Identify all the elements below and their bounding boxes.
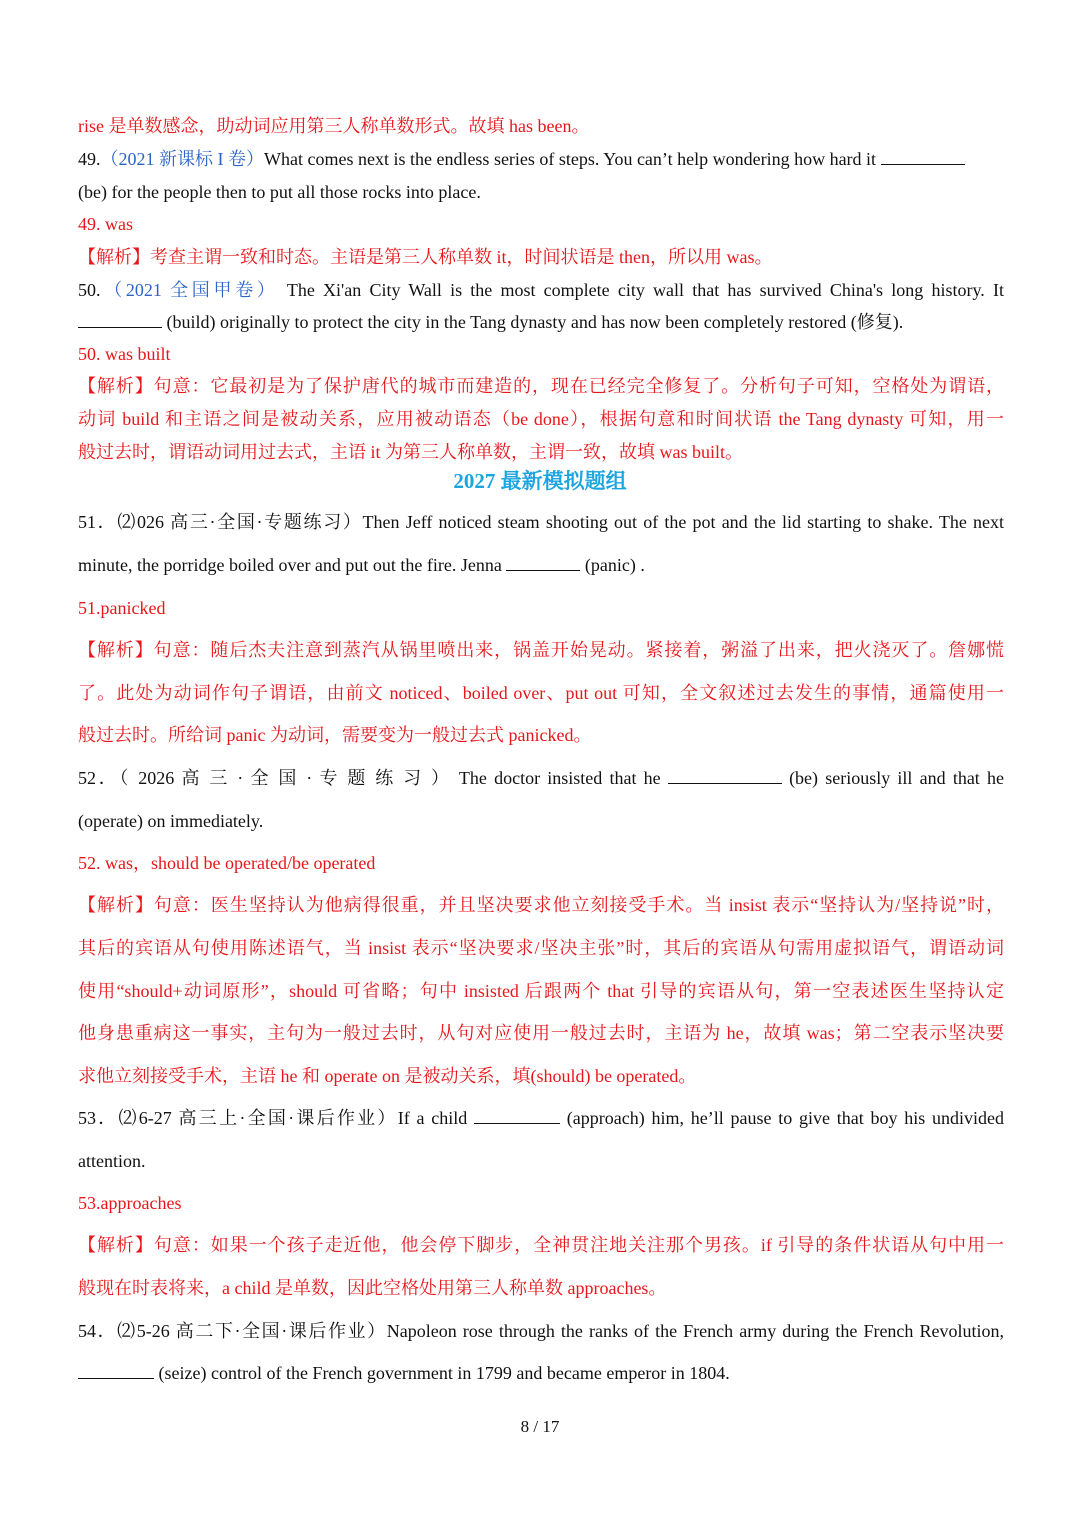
answer-blank bbox=[78, 1362, 154, 1379]
question-text: 52．（ 2026 高 三 · 全 国 · 专 题 练 习 ） The doctor insisted that he bbox=[78, 768, 661, 788]
explanation-52-line-1: 【解析】句意：医生坚持认为他病得很重，并且坚决要求他立刻接受手术。当 insist 表示“坚持认为/坚持说”时， bbox=[78, 895, 1004, 915]
answer-51: 51.panicked bbox=[78, 598, 166, 618]
question-source: （2021 新课标 I 卷） bbox=[100, 149, 264, 169]
explanation-50-line-2: 动词 build 和主语之间是被动关系，应用被动语态（be done），根据句意和时间状语 the Tang dynasty 可知，用一 bbox=[78, 409, 1004, 429]
question-text: 53．⑵6-27 高三上·全国·课后作业）If a child bbox=[78, 1108, 468, 1128]
question-text: The Xi'an City Wall is the most complete city wall that has survived China's long history. It bbox=[286, 280, 1004, 300]
explanation-50-line-3: 般过去时，谓语动词用过去式，主语 it 为第三人称单数，主谓一致，故填 was built。 bbox=[78, 442, 743, 462]
explanation-51-line-1: 【解析】句意：随后杰夫注意到蒸汽从锅里喷出来，锅盖开始晃动。紧接着，粥溢了出来，把火浇灭了。詹娜慌 bbox=[78, 640, 1004, 660]
answer-blank bbox=[506, 554, 580, 571]
question-50-line-2 bbox=[78, 310, 1004, 334]
question-text: (panic) . bbox=[584, 555, 645, 575]
answer-52: 52. was，should be operated/be operated bbox=[78, 853, 376, 873]
question-50-line-1 bbox=[78, 278, 1004, 302]
answer-blank bbox=[668, 767, 782, 784]
explanation-52-line-3: 使用“should+动词原形”，should 可省略；句中 insisted 后跟两个 that 引导的宾语从句，第一空表述医生坚持认定 bbox=[78, 981, 1004, 1001]
question-number: 50. bbox=[78, 280, 101, 300]
answer-blank bbox=[78, 311, 162, 328]
question-text: (be) seriously ill and that he bbox=[789, 768, 1004, 788]
question-51-line-2 bbox=[78, 553, 1004, 577]
question-text: (approach) him, he’ll pause to give that boy his undivided bbox=[566, 1108, 1005, 1128]
explanation-50-line-1: 【解析】句意：它最初是为了保护唐代的城市而建造的，现在已经完全修复了。分析句子可知，空格处为谓语， bbox=[78, 376, 1004, 396]
question-text: minute, the porridge boiled over and put out the fire. Jenna bbox=[78, 555, 502, 575]
question-text: (build) originally to protect the city in the Tang dynasty and has now been completely restored (修复). bbox=[166, 312, 904, 332]
question-54-line-2 bbox=[78, 1361, 1004, 1385]
question-52-line-1 bbox=[78, 766, 1004, 790]
explanation-52-line-5: 求他立刻接受手术，主语 he 和 operate on 是被动关系，填(should) be operated。 bbox=[78, 1066, 697, 1086]
explanation-52-line-4: 他身患重病这一事实，主句为一般过去时，从句对应使用一般过去时，主语为 he，故填 was；第二空表示坚决要 bbox=[78, 1023, 1004, 1043]
question-number: 49. bbox=[78, 149, 101, 169]
question-52-line-2: (operate) on immediately. bbox=[78, 811, 264, 831]
question-text: What comes next is the endless series of steps. You can’t help wondering how hard it bbox=[264, 149, 877, 169]
question-53-line-1 bbox=[78, 1106, 1004, 1130]
answer-49: 49. was bbox=[78, 214, 133, 234]
answer-blank bbox=[881, 148, 965, 165]
answer-text-line: rise 是单数感念，助动词应用第三人称单数形式。故填 has been。 bbox=[78, 116, 590, 136]
explanation-49: 【解析】考查主谓一致和时态。主语是第三人称单数 it，时间状语是 then，所以用 was。 bbox=[78, 247, 773, 267]
question-51-line-1: 51．⑵026 高三·全国·专题练习）Then Jeff noticed steam shooting out of the pot and the lid starting to shake. The next bbox=[78, 512, 1004, 532]
question-54-line-1: 54．⑵5-26 高二下·全国·课后作业）Napoleon rose through the ranks of the French army during the French Revolution, bbox=[78, 1321, 1004, 1341]
explanation-51-line-2: 了。此处为动词作句子谓语，由前文 noticed、boiled over、put out 可知，全文叙述过去发生的事情，通篇使用一 bbox=[78, 683, 1004, 703]
explanation-53-line-1: 【解析】句意：如果一个孩子走近他，他会停下脚步，全神贯注地关注那个男孩。if 引导的条件状语从句中用一 bbox=[78, 1235, 1004, 1255]
explanation-52-line-2: 其后的宾语从句使用陈述语气，当 insist 表示“坚决要求/坚决主张”时，其后的宾语从句需用虚拟语气，谓语动词 bbox=[78, 938, 1004, 958]
question-53-line-2: attention. bbox=[78, 1151, 146, 1171]
question-49-line-2: (be) for the people then to put all those rocks into place. bbox=[78, 182, 481, 202]
question-text: (seize) control of the French government in 1799 and became emperor in 1804. bbox=[158, 1363, 730, 1383]
answer-53: 53.approaches bbox=[78, 1193, 182, 1213]
question-49-line-1 bbox=[78, 147, 1004, 171]
question-source: （2021 全国甲卷） bbox=[100, 280, 279, 300]
explanation-51-line-3: 般过去时。所给词 panic 为动词，需要变为一般过去式 panicked。 bbox=[78, 725, 592, 745]
explanation-53-line-2: 般现在时表将来，a child 是单数，因此空格处用第三人称单数 approaches。 bbox=[78, 1278, 667, 1298]
answer-blank bbox=[474, 1107, 560, 1124]
section-heading: 2027 最新模拟题组 bbox=[453, 469, 627, 493]
page-number: 8 / 17 bbox=[520, 1417, 560, 1436]
answer-50: 50. was built bbox=[78, 344, 171, 364]
